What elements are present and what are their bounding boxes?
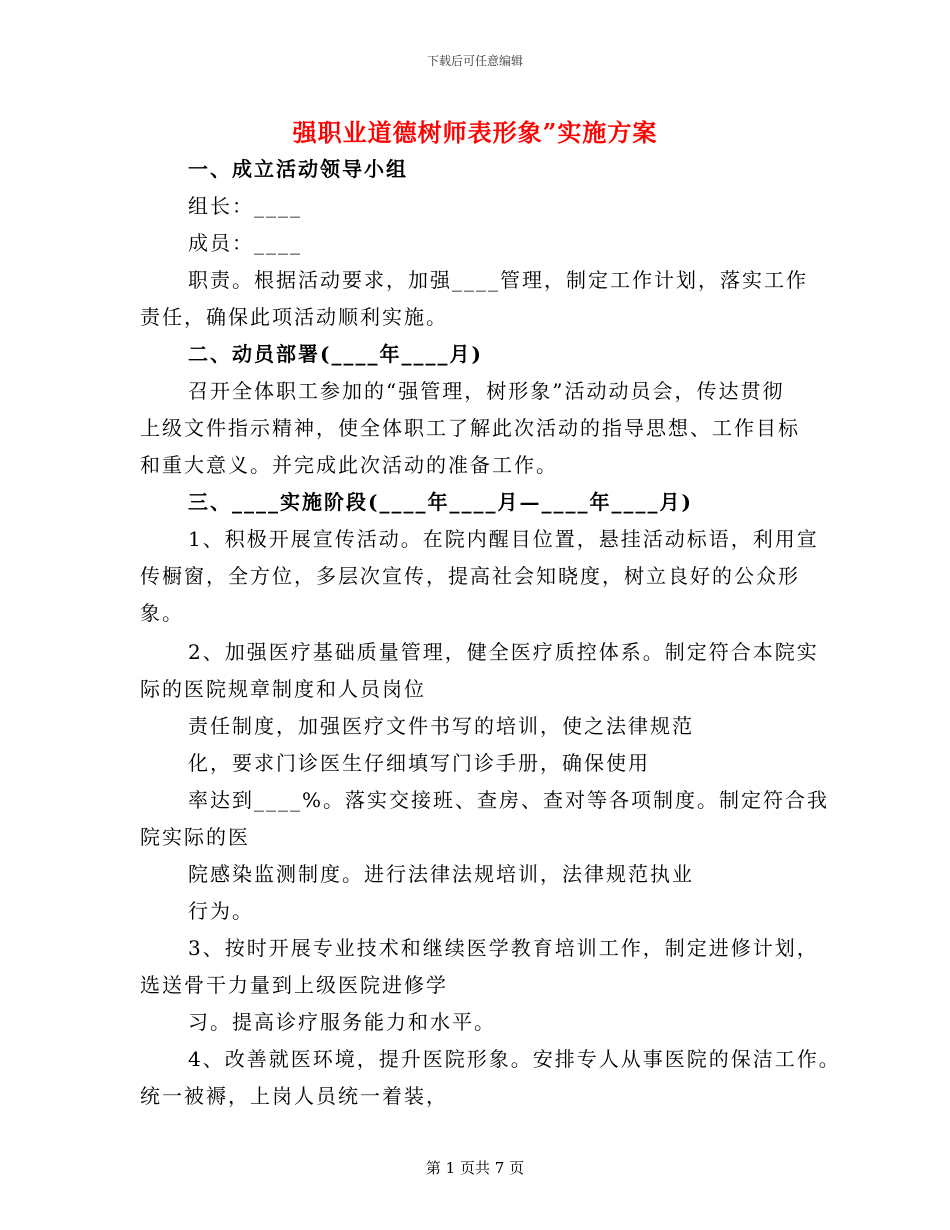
paragraph-line: 责任，确保此项活动顺利实施。 — [140, 305, 448, 329]
members-line: 成员：____ — [188, 231, 302, 255]
section-heading-3: 三、____实施阶段(____年____月—____年____月) — [188, 490, 693, 514]
paragraph-line: 和重大意义。并完成此次活动的准备工作。 — [140, 453, 558, 477]
paragraph-line: 职责。根据活动要求，加强____管理，制定工作计划，落实工作 — [188, 268, 808, 292]
paragraph-line: 责任制度，加强医疗文件书写的培训，使之法律规范 — [188, 714, 694, 738]
paragraph-line: 选送骨干力量到上级医院进修学 — [140, 973, 448, 997]
page-header: 下载后可任意编辑 — [426, 54, 523, 68]
paragraph-line: 率达到____%。落实交接班、查房、查对等各项制度。制定符合我 — [188, 788, 830, 812]
section-heading-1: 一、成立活动领导小组 — [188, 157, 408, 181]
paragraph-line: 统一被褥，上岗人员统一着装， — [140, 1084, 448, 1108]
paragraph-line: 院实际的医 — [140, 825, 250, 849]
paragraph-line: 习。提高诊疗服务能力和水平。 — [188, 1010, 496, 1034]
paragraph-line: 化，要求门诊医生仔细填写门诊手册，确保使用 — [188, 751, 650, 775]
paragraph-line: 行为。 — [188, 899, 254, 923]
paragraph-line: 院感染监测制度。进行法律法规培训，法律规范执业 — [188, 862, 694, 886]
document-title: 强职业道德树师表形象”实施方案 — [292, 118, 658, 147]
paragraph-line: 传橱窗，全方位，多层次宣传，提高社会知晓度，树立良好的公众形 — [140, 564, 800, 588]
paragraph-line: 上级文件指示精神，使全体职工了解此次活动的指导思想、工作目标 — [140, 416, 800, 440]
paragraph-line: 1、积极开展宣传活动。在院内醒目位置，悬挂活动标语，利用宣 — [188, 527, 819, 551]
paragraph-line: 2、加强医疗基础质量管理，健全医疗质控体系。制定符合本院实 — [188, 640, 819, 664]
paragraph-line: 象。 — [140, 601, 184, 625]
paragraph-line: 召开全体职工参加的“强管理，树形象”活动动员会，传达贯彻 — [188, 379, 785, 403]
paragraph-line: 4、改善就医环境，提升医院形象。安排专人从事医院的保洁工作。 — [188, 1047, 841, 1071]
leader-line: 组长：____ — [188, 194, 302, 218]
paragraph-line: 际的医院规章制度和人员岗位 — [140, 677, 426, 701]
paragraph-line: 3、按时开展专业技术和继续医学教育培训工作，制定进修计划， — [188, 936, 819, 960]
page-footer: 第 1 页共 7 页 — [425, 1159, 525, 1177]
section-heading-2: 二、动员部署(____年____月) — [188, 342, 483, 366]
